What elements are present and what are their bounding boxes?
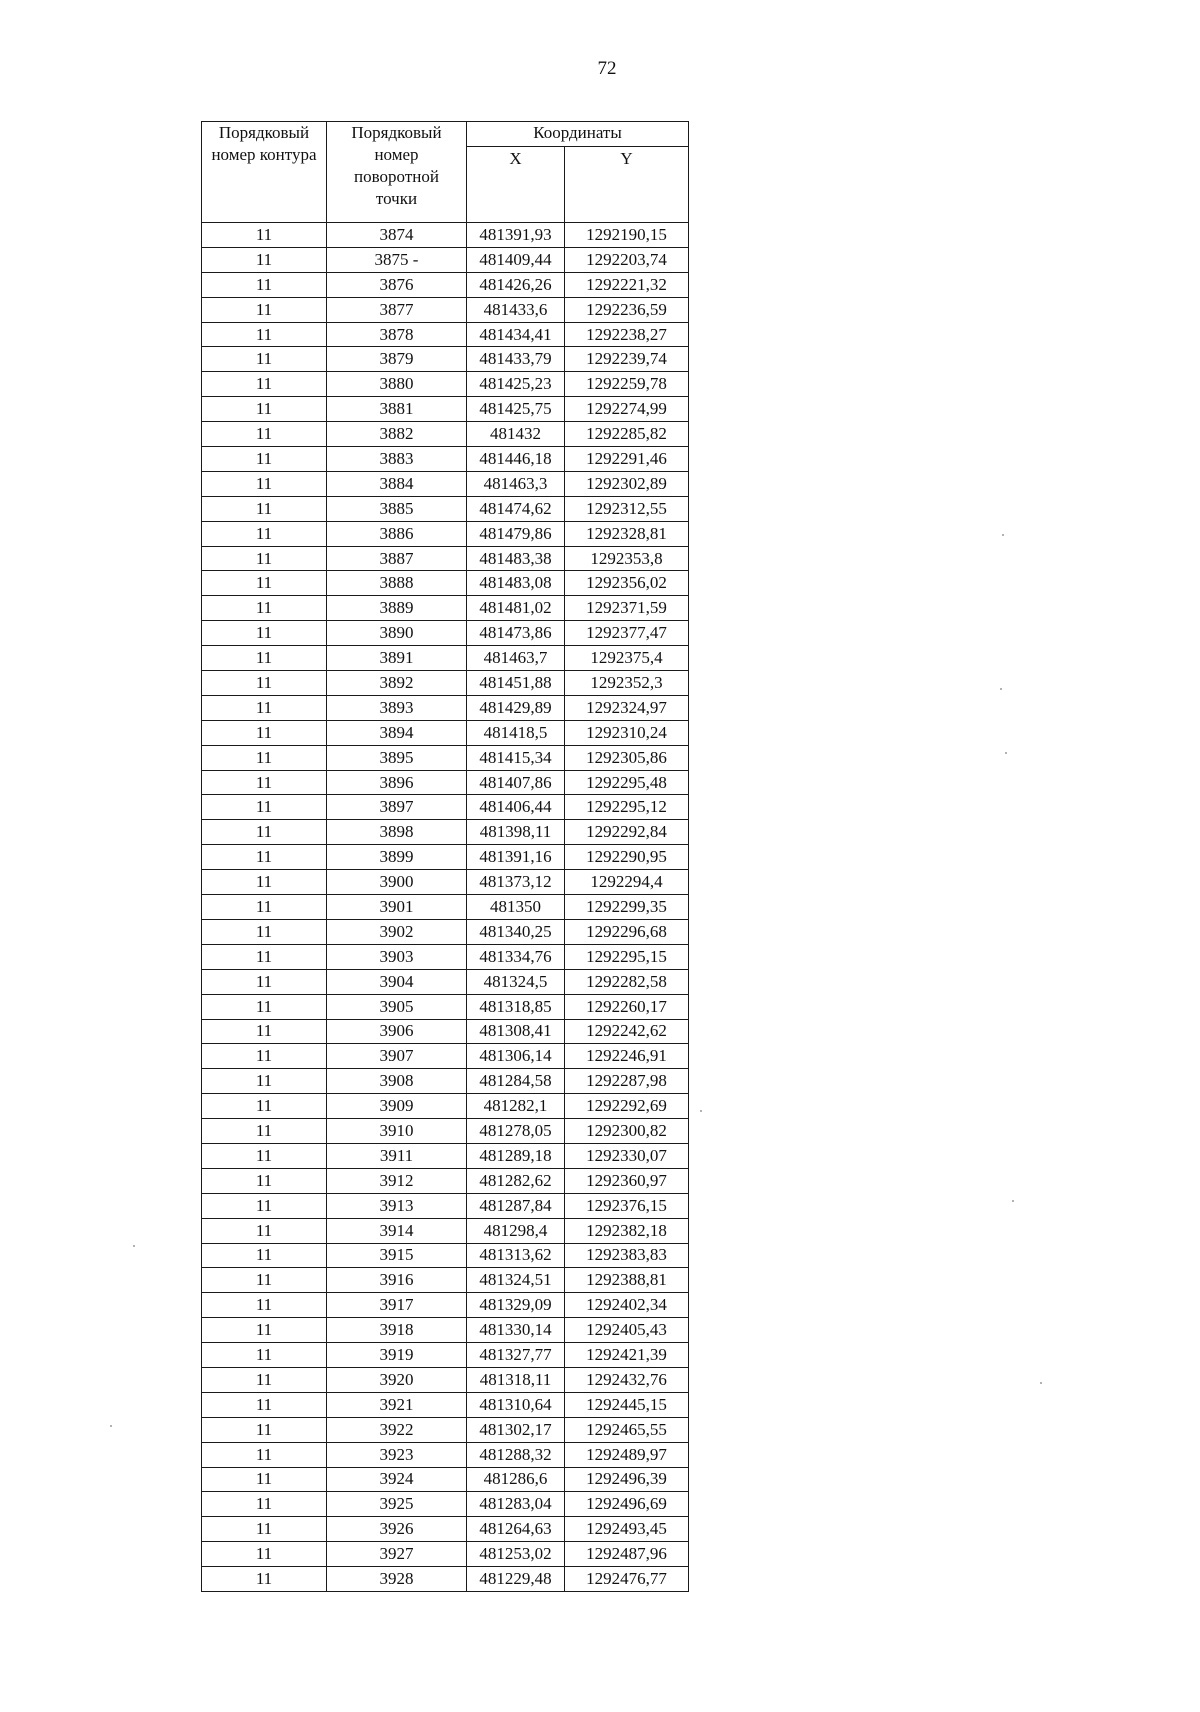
cell-y: 1292291,46 — [565, 447, 689, 472]
cell-contour-number: 11 — [202, 944, 327, 969]
cell-contour-number: 11 — [202, 1243, 327, 1268]
cell-contour-number: 11 — [202, 646, 327, 671]
table-row — [202, 1193, 689, 1218]
cell-point-number: 3928 — [327, 1567, 467, 1592]
cell-point-number: 3909 — [327, 1094, 467, 1119]
cell-point-number: 3907 — [327, 1044, 467, 1069]
table-row — [202, 223, 689, 248]
table-row — [202, 969, 689, 994]
cell-x: 481289,18 — [467, 1143, 565, 1168]
cell-y: 1292238,27 — [565, 322, 689, 347]
table-row — [202, 1417, 689, 1442]
cell-contour-number: 11 — [202, 272, 327, 297]
cell-y: 1292282,58 — [565, 969, 689, 994]
cell-x: 481463,3 — [467, 471, 565, 496]
cell-contour-number: 11 — [202, 720, 327, 745]
cell-contour-number: 11 — [202, 1119, 327, 1144]
cell-y: 1292190,15 — [565, 223, 689, 248]
cell-x: 481229,48 — [467, 1567, 565, 1592]
cell-contour-number: 11 — [202, 895, 327, 920]
header-contour-number: Порядковый номер контура — [202, 122, 327, 223]
cell-x: 481391,93 — [467, 223, 565, 248]
scan-speck — [1040, 1382, 1042, 1384]
table-row — [202, 471, 689, 496]
cell-y: 1292402,34 — [565, 1293, 689, 1318]
cell-point-number: 3927 — [327, 1542, 467, 1567]
cell-point-number: 3898 — [327, 820, 467, 845]
cell-y: 1292295,48 — [565, 770, 689, 795]
cell-contour-number: 11 — [202, 795, 327, 820]
cell-contour-number: 11 — [202, 521, 327, 546]
cell-y: 1292259,78 — [565, 372, 689, 397]
cell-y: 1292295,15 — [565, 944, 689, 969]
cell-point-number: 3921 — [327, 1392, 467, 1417]
table-row — [202, 1492, 689, 1517]
table-row — [202, 1044, 689, 1069]
cell-x: 481286,6 — [467, 1467, 565, 1492]
cell-x: 481310,64 — [467, 1392, 565, 1417]
cell-point-number: 3916 — [327, 1268, 467, 1293]
cell-x: 481481,02 — [467, 596, 565, 621]
cell-x: 481473,86 — [467, 621, 565, 646]
cell-y: 1292300,82 — [565, 1119, 689, 1144]
cell-x: 481278,05 — [467, 1119, 565, 1144]
cell-point-number: 3893 — [327, 695, 467, 720]
cell-point-number: 3905 — [327, 994, 467, 1019]
cell-point-number: 3915 — [327, 1243, 467, 1268]
cell-point-number: 3877 — [327, 297, 467, 322]
cell-y: 1292388,81 — [565, 1268, 689, 1293]
cell-x: 481425,23 — [467, 372, 565, 397]
cell-point-number: 3885 — [327, 496, 467, 521]
cell-point-number: 3902 — [327, 919, 467, 944]
cell-y: 1292432,76 — [565, 1367, 689, 1392]
table-row — [202, 720, 689, 745]
cell-x: 481324,5 — [467, 969, 565, 994]
cell-x: 481306,14 — [467, 1044, 565, 1069]
cell-x: 481418,5 — [467, 720, 565, 745]
cell-x: 481313,62 — [467, 1243, 565, 1268]
scan-speck — [1000, 688, 1002, 690]
cell-contour-number: 11 — [202, 1492, 327, 1517]
header-x: X — [467, 147, 565, 223]
cell-contour-number: 11 — [202, 447, 327, 472]
cell-point-number: 3917 — [327, 1293, 467, 1318]
cell-y: 1292221,32 — [565, 272, 689, 297]
table-row — [202, 1367, 689, 1392]
header-y: Y — [565, 147, 689, 223]
cell-x: 481318,85 — [467, 994, 565, 1019]
table-row — [202, 1168, 689, 1193]
cell-y: 1292236,59 — [565, 297, 689, 322]
cell-point-number: 3878 — [327, 322, 467, 347]
table-row — [202, 1069, 689, 1094]
cell-y: 1292496,69 — [565, 1492, 689, 1517]
cell-contour-number: 11 — [202, 247, 327, 272]
cell-contour-number: 11 — [202, 969, 327, 994]
cell-contour-number: 11 — [202, 1094, 327, 1119]
cell-point-number: 3922 — [327, 1417, 467, 1442]
cell-y: 1292324,97 — [565, 695, 689, 720]
cell-contour-number: 11 — [202, 671, 327, 696]
cell-y: 1292353,8 — [565, 546, 689, 571]
cell-contour-number: 11 — [202, 1392, 327, 1417]
cell-point-number: 3920 — [327, 1367, 467, 1392]
cell-contour-number: 11 — [202, 695, 327, 720]
cell-contour-number: 11 — [202, 397, 327, 422]
table-row — [202, 1567, 689, 1592]
cell-point-number: 3904 — [327, 969, 467, 994]
cell-x: 481463,7 — [467, 646, 565, 671]
cell-contour-number: 11 — [202, 1268, 327, 1293]
cell-y: 1292493,45 — [565, 1517, 689, 1542]
cell-contour-number: 11 — [202, 347, 327, 372]
cell-contour-number: 11 — [202, 322, 327, 347]
table-row — [202, 1293, 689, 1318]
cell-x: 481474,62 — [467, 496, 565, 521]
cell-x: 481483,38 — [467, 546, 565, 571]
cell-contour-number: 11 — [202, 1069, 327, 1094]
page-number: 72 — [597, 58, 617, 79]
cell-y: 1292356,02 — [565, 571, 689, 596]
cell-point-number: 3910 — [327, 1119, 467, 1144]
cell-contour-number: 11 — [202, 845, 327, 870]
table-body — [202, 223, 689, 1592]
cell-y: 1292292,84 — [565, 820, 689, 845]
cell-y: 1292377,47 — [565, 621, 689, 646]
table-row — [202, 372, 689, 397]
table-row — [202, 496, 689, 521]
cell-contour-number: 11 — [202, 1193, 327, 1218]
cell-point-number: 3911 — [327, 1143, 467, 1168]
cell-contour-number: 11 — [202, 919, 327, 944]
cell-y: 1292371,59 — [565, 596, 689, 621]
cell-x: 481287,84 — [467, 1193, 565, 1218]
cell-x: 481264,63 — [467, 1517, 565, 1542]
cell-x: 481330,14 — [467, 1318, 565, 1343]
table-row — [202, 347, 689, 372]
cell-x: 481425,75 — [467, 397, 565, 422]
cell-y: 1292496,39 — [565, 1467, 689, 1492]
cell-y: 1292287,98 — [565, 1069, 689, 1094]
table-row — [202, 322, 689, 347]
cell-contour-number: 11 — [202, 621, 327, 646]
cell-point-number: 3890 — [327, 621, 467, 646]
cell-point-number: 3882 — [327, 422, 467, 447]
cell-point-number: 3919 — [327, 1343, 467, 1368]
cell-y: 1292246,91 — [565, 1044, 689, 1069]
table-row — [202, 944, 689, 969]
cell-x: 481253,02 — [467, 1542, 565, 1567]
cell-contour-number: 11 — [202, 571, 327, 596]
cell-y: 1292445,15 — [565, 1392, 689, 1417]
cell-y: 1292465,55 — [565, 1417, 689, 1442]
cell-point-number: 3925 — [327, 1492, 467, 1517]
table-row — [202, 845, 689, 870]
cell-point-number: 3914 — [327, 1218, 467, 1243]
scan-speck — [1005, 752, 1007, 754]
cell-contour-number: 11 — [202, 994, 327, 1019]
cell-x: 481324,51 — [467, 1268, 565, 1293]
table-row — [202, 1318, 689, 1343]
cell-y: 1292330,07 — [565, 1143, 689, 1168]
cell-x: 481327,77 — [467, 1343, 565, 1368]
scan-speck — [133, 1245, 135, 1247]
table-row — [202, 571, 689, 596]
table-row — [202, 1467, 689, 1492]
cell-contour-number: 11 — [202, 596, 327, 621]
table-row — [202, 1094, 689, 1119]
header-coordinates: Координаты — [467, 122, 689, 147]
cell-point-number: 3876 — [327, 272, 467, 297]
cell-x: 481409,44 — [467, 247, 565, 272]
table-row — [202, 546, 689, 571]
table-row — [202, 1268, 689, 1293]
table-row — [202, 671, 689, 696]
cell-point-number: 3899 — [327, 845, 467, 870]
cell-contour-number: 11 — [202, 745, 327, 770]
header-point-number: Порядковый номер поворотной точки — [327, 122, 467, 223]
cell-point-number: 3895 — [327, 745, 467, 770]
scan-speck — [700, 1110, 702, 1112]
cell-contour-number: 11 — [202, 471, 327, 496]
cell-point-number: 3926 — [327, 1517, 467, 1542]
cell-contour-number: 11 — [202, 496, 327, 521]
cell-contour-number: 11 — [202, 1293, 327, 1318]
cell-point-number: 3884 — [327, 471, 467, 496]
cell-y: 1292405,43 — [565, 1318, 689, 1343]
cell-x: 481334,76 — [467, 944, 565, 969]
cell-point-number: 3880 — [327, 372, 467, 397]
cell-contour-number: 11 — [202, 1442, 327, 1467]
cell-point-number: 3906 — [327, 1019, 467, 1044]
cell-point-number: 3894 — [327, 720, 467, 745]
cell-contour-number: 11 — [202, 1044, 327, 1069]
table-row — [202, 272, 689, 297]
cell-contour-number: 11 — [202, 870, 327, 895]
table-row — [202, 1392, 689, 1417]
table-row — [202, 247, 689, 272]
cell-x: 481433,6 — [467, 297, 565, 322]
cell-contour-number: 11 — [202, 1343, 327, 1368]
cell-x: 481308,41 — [467, 1019, 565, 1044]
scan-speck — [1002, 534, 1004, 536]
cell-x: 481446,18 — [467, 447, 565, 472]
cell-x: 481479,86 — [467, 521, 565, 546]
cell-y: 1292476,77 — [565, 1567, 689, 1592]
table-header — [202, 122, 689, 223]
cell-contour-number: 11 — [202, 372, 327, 397]
cell-x: 481282,62 — [467, 1168, 565, 1193]
cell-x: 481329,09 — [467, 1293, 565, 1318]
cell-x: 481340,25 — [467, 919, 565, 944]
table-row — [202, 297, 689, 322]
table-row — [202, 795, 689, 820]
cell-x: 481282,1 — [467, 1094, 565, 1119]
cell-x: 481406,44 — [467, 795, 565, 820]
cell-contour-number: 11 — [202, 223, 327, 248]
cell-x: 481433,79 — [467, 347, 565, 372]
cell-contour-number: 11 — [202, 1168, 327, 1193]
cell-y: 1292239,74 — [565, 347, 689, 372]
cell-point-number: 3888 — [327, 571, 467, 596]
cell-point-number: 3913 — [327, 1193, 467, 1218]
cell-x: 481434,41 — [467, 322, 565, 347]
cell-y: 1292360,97 — [565, 1168, 689, 1193]
cell-x: 481451,88 — [467, 671, 565, 696]
cell-x: 481283,04 — [467, 1492, 565, 1517]
cell-contour-number: 11 — [202, 1318, 327, 1343]
cell-y: 1292290,95 — [565, 845, 689, 870]
cell-point-number: 3886 — [327, 521, 467, 546]
cell-x: 481391,16 — [467, 845, 565, 870]
cell-y: 1292294,4 — [565, 870, 689, 895]
cell-x: 481298,4 — [467, 1218, 565, 1243]
cell-contour-number: 11 — [202, 1019, 327, 1044]
cell-x: 481483,08 — [467, 571, 565, 596]
table-row — [202, 919, 689, 944]
table-row — [202, 695, 689, 720]
cell-contour-number: 11 — [202, 1143, 327, 1168]
cell-y: 1292376,15 — [565, 1193, 689, 1218]
cell-point-number: 3896 — [327, 770, 467, 795]
cell-x: 481429,89 — [467, 695, 565, 720]
cell-y: 1292260,17 — [565, 994, 689, 1019]
cell-point-number: 3881 — [327, 397, 467, 422]
cell-contour-number: 11 — [202, 1542, 327, 1567]
cell-x: 481426,26 — [467, 272, 565, 297]
cell-y: 1292382,18 — [565, 1218, 689, 1243]
cell-y: 1292375,4 — [565, 646, 689, 671]
cell-contour-number: 11 — [202, 297, 327, 322]
table-row — [202, 596, 689, 621]
cell-point-number: 3924 — [327, 1467, 467, 1492]
table-row — [202, 621, 689, 646]
table-row — [202, 870, 689, 895]
cell-y: 1292295,12 — [565, 795, 689, 820]
cell-y: 1292274,99 — [565, 397, 689, 422]
table-row — [202, 646, 689, 671]
table-row — [202, 447, 689, 472]
cell-x: 481373,12 — [467, 870, 565, 895]
cell-y: 1292292,69 — [565, 1094, 689, 1119]
scan-speck — [110, 1425, 112, 1427]
cell-point-number: 3897 — [327, 795, 467, 820]
cell-y: 1292489,97 — [565, 1442, 689, 1467]
cell-point-number: 3874 — [327, 223, 467, 248]
cell-x: 481302,17 — [467, 1417, 565, 1442]
cell-point-number: 3883 — [327, 447, 467, 472]
table-row — [202, 1517, 689, 1542]
table-row — [202, 895, 689, 920]
cell-point-number: 3923 — [327, 1442, 467, 1467]
table-row — [202, 1542, 689, 1567]
cell-point-number: 3875 - — [327, 247, 467, 272]
table-row — [202, 1442, 689, 1467]
cell-y: 1292305,86 — [565, 745, 689, 770]
cell-contour-number: 11 — [202, 1567, 327, 1592]
table-row — [202, 820, 689, 845]
cell-y: 1292352,3 — [565, 671, 689, 696]
cell-x: 481398,11 — [467, 820, 565, 845]
cell-point-number: 3903 — [327, 944, 467, 969]
cell-x: 481288,32 — [467, 1442, 565, 1467]
cell-y: 1292421,39 — [565, 1343, 689, 1368]
cell-y: 1292242,62 — [565, 1019, 689, 1044]
table-row — [202, 745, 689, 770]
cell-contour-number: 11 — [202, 422, 327, 447]
cell-x: 481350 — [467, 895, 565, 920]
cell-point-number: 3892 — [327, 671, 467, 696]
cell-y: 1292310,24 — [565, 720, 689, 745]
cell-x: 481432 — [467, 422, 565, 447]
cell-point-number: 3908 — [327, 1069, 467, 1094]
table-row — [202, 397, 689, 422]
cell-point-number: 3887 — [327, 546, 467, 571]
scan-speck — [1012, 1200, 1014, 1202]
cell-point-number: 3918 — [327, 1318, 467, 1343]
table-row — [202, 1243, 689, 1268]
table-row — [202, 770, 689, 795]
cell-point-number: 3901 — [327, 895, 467, 920]
coordinates-table — [201, 121, 689, 1592]
table-row — [202, 1218, 689, 1243]
cell-contour-number: 11 — [202, 1218, 327, 1243]
table-row — [202, 1119, 689, 1144]
cell-y: 1292296,68 — [565, 919, 689, 944]
cell-y: 1292312,55 — [565, 496, 689, 521]
cell-y: 1292302,89 — [565, 471, 689, 496]
cell-x: 481318,11 — [467, 1367, 565, 1392]
cell-contour-number: 11 — [202, 820, 327, 845]
cell-x: 481415,34 — [467, 745, 565, 770]
cell-y: 1292328,81 — [565, 521, 689, 546]
cell-y: 1292285,82 — [565, 422, 689, 447]
cell-point-number: 3889 — [327, 596, 467, 621]
cell-y: 1292299,35 — [565, 895, 689, 920]
cell-contour-number: 11 — [202, 770, 327, 795]
cell-y: 1292487,96 — [565, 1542, 689, 1567]
cell-contour-number: 11 — [202, 1367, 327, 1392]
cell-contour-number: 11 — [202, 546, 327, 571]
table-row — [202, 1143, 689, 1168]
table-row — [202, 422, 689, 447]
cell-y: 1292383,83 — [565, 1243, 689, 1268]
cell-y: 1292203,74 — [565, 247, 689, 272]
cell-point-number: 3900 — [327, 870, 467, 895]
table-row — [202, 1343, 689, 1368]
table-row — [202, 521, 689, 546]
cell-point-number: 3879 — [327, 347, 467, 372]
table-row — [202, 1019, 689, 1044]
cell-contour-number: 11 — [202, 1467, 327, 1492]
cell-point-number: 3891 — [327, 646, 467, 671]
cell-x: 481284,58 — [467, 1069, 565, 1094]
table-row — [202, 994, 689, 1019]
cell-x: 481407,86 — [467, 770, 565, 795]
cell-point-number: 3912 — [327, 1168, 467, 1193]
cell-contour-number: 11 — [202, 1417, 327, 1442]
cell-contour-number: 11 — [202, 1517, 327, 1542]
